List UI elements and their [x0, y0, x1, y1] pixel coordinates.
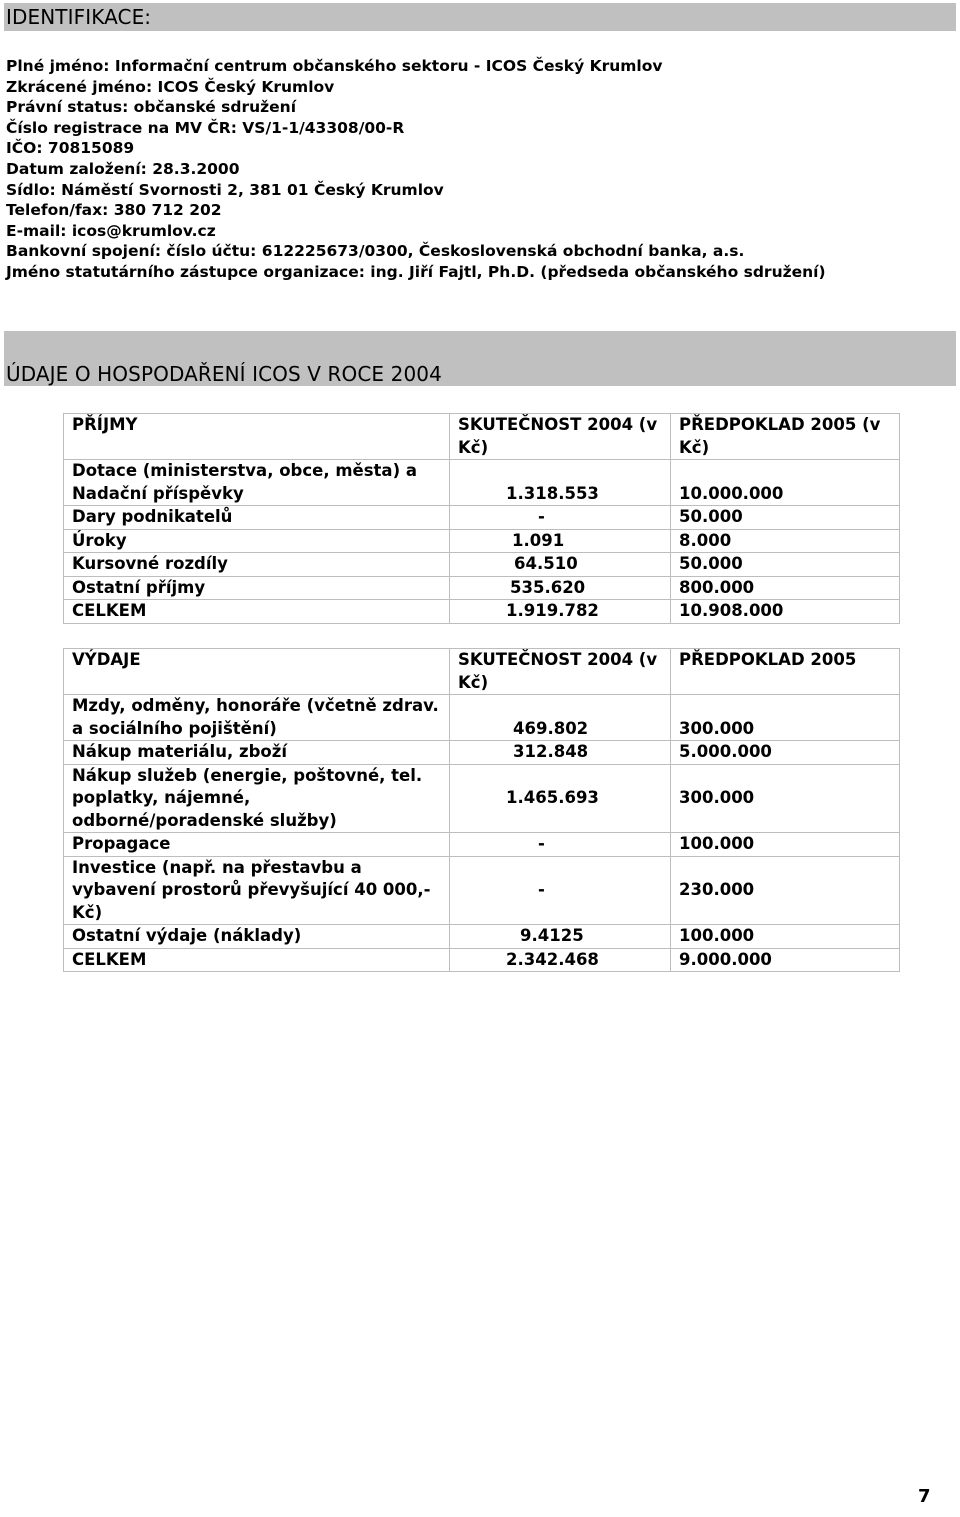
info-line-statutory: Jméno statutárního zástupce organizace: ing. Jiří Fajtl, Ph.D. (předseda občanského sdružení) [6, 262, 826, 281]
row-actual: 312.848 [513, 742, 589, 761]
income-table [63, 413, 900, 624]
row-label: Ostatní příjmy [64, 576, 450, 600]
income-header-actual: SKUTEČNOST 2004 (v Kč) [450, 414, 671, 460]
row-actual: 1.465.693 [506, 788, 599, 807]
info-line-short-name: Zkrácené jméno: ICOS Český Krumlov [6, 77, 335, 96]
row-label: Nákup služeb (energie, poštovné, tel. poplatky, nájemné, odborné/poradenské služby) [64, 764, 450, 833]
table-row [64, 925, 900, 949]
row-forecast: 8.000 [679, 530, 732, 550]
row-actual: 535.620 [510, 577, 586, 597]
row-label: Kursovné rozdíly [64, 553, 450, 577]
info-line-legal-status: Právní status: občanské sdružení [6, 98, 297, 117]
info-line-full-name: Plné jméno: Informační centrum občanského sektoru - ICOS Český Krumlov [6, 57, 663, 75]
row-actual: 1.919.782 [506, 601, 599, 620]
info-line-phone: Telefon/fax: 380 712 202 [6, 201, 222, 220]
row-actual: 469.802 [513, 718, 589, 738]
expenses-table [63, 648, 900, 972]
table-row [64, 695, 900, 741]
row-forecast: 300.000 [679, 788, 755, 807]
row-forecast: 230.000 [679, 880, 755, 899]
table-row [64, 856, 900, 925]
info-line-founded: Datum založení: 28.3.2000 [6, 159, 240, 178]
table-header-row [64, 649, 900, 695]
table-row [64, 600, 900, 624]
expenses-header-actual: SKUTEČNOST 2004 (v Kč) [450, 649, 671, 695]
section-title-identifikace: IDENTIFIKACE: [6, 5, 152, 29]
table-row [64, 506, 900, 530]
info-line-ico: IČO: 70815089 [6, 139, 135, 158]
row-forecast: 9.000.000 [679, 949, 772, 969]
info-line-email: E-mail: icos@krumlov.cz [6, 221, 216, 240]
section-title-hospodareni: ÚDAJE O HOSPODAŘENÍ ICOS V ROCE 2004 [6, 362, 442, 386]
row-label: Dotace (ministerstva, obce, města) a Nadační příspěvky [64, 460, 450, 506]
row-actual: 1.091 [512, 530, 565, 550]
table-row [64, 764, 900, 833]
info-line-registration: Číslo registrace na MV ČR: VS/1-1/43308/00-R [6, 118, 405, 137]
table-row [64, 948, 900, 972]
table-row [64, 553, 900, 577]
row-actual: 64.510 [514, 554, 578, 573]
income-header-label: PŘÍJMY [64, 414, 450, 460]
row-forecast: 10.908.000 [679, 601, 784, 620]
table-row [64, 833, 900, 857]
income-header-forecast: PŘEDPOKLAD 2005 (v Kč) [671, 414, 900, 460]
row-forecast: 800.000 [679, 577, 755, 597]
row-actual: - [538, 507, 545, 526]
row-actual: 2.342.468 [506, 949, 599, 969]
row-actual: - [538, 880, 545, 899]
row-forecast: 50.000 [679, 507, 743, 526]
row-label: Dary podnikatelů [64, 506, 450, 530]
row-label: Mzdy, odměny, honoráře (včetně zdrav. a sociálního pojištění) [64, 695, 450, 741]
row-actual: - [538, 834, 545, 853]
table-row [64, 460, 900, 506]
row-forecast: 300.000 [679, 718, 755, 738]
row-forecast: 5.000.000 [679, 742, 772, 761]
row-label: CELKEM [64, 948, 450, 972]
expenses-header-forecast: PŘEDPOKLAD 2005 [671, 649, 900, 695]
row-forecast: 100.000 [679, 834, 755, 853]
row-forecast: 10.000.000 [679, 483, 784, 503]
row-label: Nákup materiálu, zboží [64, 741, 450, 765]
table-row [64, 529, 900, 553]
row-label: CELKEM [64, 600, 450, 624]
info-line-bank: Bankovní spojení: číslo účtu: 612225673/0300, Československá obchodní banka, a.s. [6, 242, 745, 261]
row-label: Propagace [64, 833, 450, 857]
identification-info [6, 56, 826, 283]
row-label: Ostatní výdaje (náklady) [64, 925, 450, 949]
table-header-row [64, 414, 900, 460]
table-row [64, 576, 900, 600]
row-actual: 1.318.553 [506, 483, 599, 503]
row-forecast: 100.000 [679, 926, 755, 945]
row-label: Investice (např. na přestavbu a vybavení prostorů převyšující 40 000,- Kč) [64, 856, 450, 925]
info-line-address: Sídlo: Náměstí Svornosti 2, 381 01 Český Krumlov [6, 180, 444, 199]
expenses-header-label: VÝDAJE [64, 649, 450, 695]
row-label: Úroky [64, 529, 450, 553]
row-actual: 9.4125 [520, 926, 584, 945]
row-forecast: 50.000 [679, 554, 743, 573]
page-number: 7 [918, 1486, 931, 1507]
table-row [64, 741, 900, 765]
